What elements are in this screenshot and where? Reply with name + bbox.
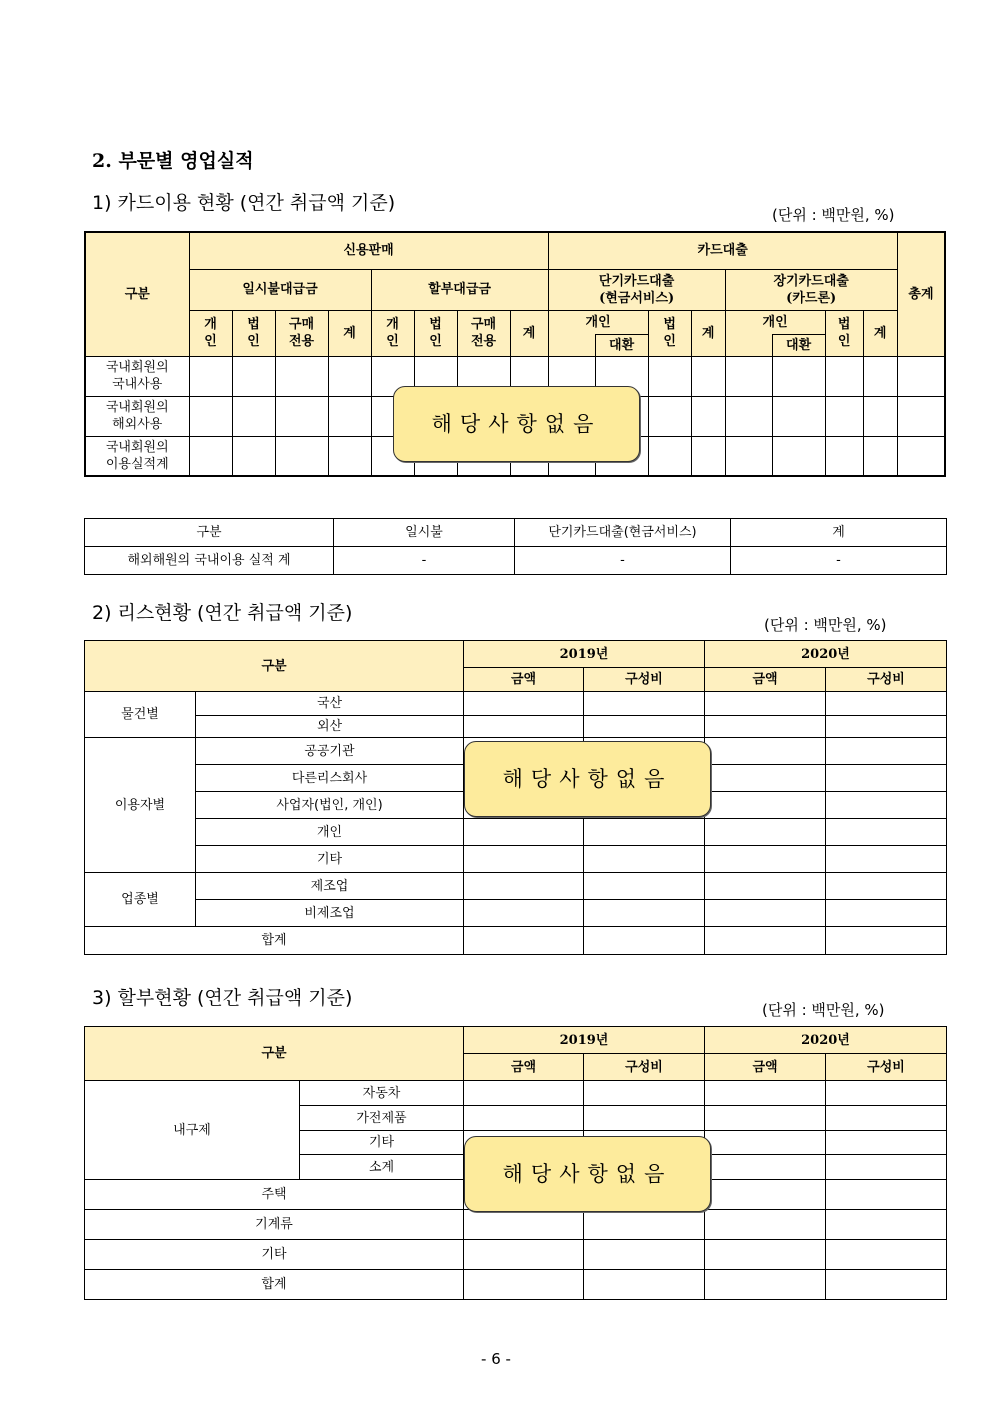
row-label: 기계류 [85,1210,464,1240]
group-label: 물건별 [85,692,196,738]
no-result-badge: 해당사항없음 [464,1136,711,1212]
group-label: 내구제 [85,1081,300,1180]
ratio-header: 구성비 [826,668,947,692]
row-label: 가전제품 [300,1106,464,1131]
sum-header: 계 [328,310,371,356]
year-header: 2020년 [705,641,947,668]
ratio-header: 구성비 [584,668,705,692]
cell-value: - [334,547,515,575]
row-label: 공공기관 [196,738,464,765]
row-label: 기타 [300,1131,464,1155]
gubun-header: 구분 [85,1027,464,1081]
installment-title: 3) 할부현황 (연간 취급액 기준) [92,987,353,1009]
corp-header: 법 인 [648,310,691,356]
year-header: 2019년 [464,641,705,668]
personal-header: 개 인 [189,310,232,356]
total-label: 합계 [85,927,464,955]
amount-header: 금액 [464,1054,584,1081]
overseas-member-table [84,518,947,575]
sum-header: 계 [691,310,725,356]
row-label: 국내회원의 국내사용 [85,356,189,396]
sum-header: 계 [510,310,548,356]
row-label: 다른리스회사 [196,765,464,792]
row-label: 기타 [196,846,464,873]
ratio-header: 구성비 [584,1054,705,1081]
year-header: 2019년 [464,1027,705,1054]
cell-value: - [731,547,947,575]
total-label: 합계 [85,1270,464,1300]
corp-header: 법 인 [232,310,275,356]
sum-header: 계 [863,310,897,356]
row-label: 해외해원의 국내이용 실적 계 [85,547,334,575]
amount-header: 금액 [705,668,826,692]
row-label: 자동차 [300,1081,464,1106]
group-label: 업종별 [85,873,196,927]
row-label: 주택 [85,1180,464,1210]
credit-sales-header: 신용판매 [189,232,548,269]
amount-header: 금액 [705,1054,826,1081]
group-label: 이용자별 [85,738,196,873]
row-label: 비제조업 [196,900,464,927]
lease-title: 2) 리스현황 (연간 취급액 기준) [92,602,353,624]
row-label: 외산 [196,716,464,738]
lump-sum-header: 일시불대급금 [189,269,371,310]
col-header: 단기카드대출(현금서비스) [515,519,731,547]
gubun-header: 구분 [85,641,464,692]
row-label: 기타 [85,1240,464,1270]
personal-header: 개 인 [371,310,414,356]
corp-header: 법 인 [414,310,457,356]
card-usage-title: 1) 카드이용 현황 (연간 취급액 기준) [92,192,396,214]
purchase-header: 구매 전용 [275,310,328,356]
refinance-header: 대환 [772,334,825,356]
year-header: 2020년 [705,1027,947,1054]
page-number: - 6 - [481,1350,511,1368]
installment-header: 할부대급금 [371,269,548,310]
row-label: 개인 [196,819,464,846]
long-loan-header: 장기카드대출 (카드론) [725,269,897,310]
col-header: 구분 [85,519,334,547]
no-result-badge: 해당사항없음 [464,741,711,817]
row-label: 제조업 [196,873,464,900]
amount-header: 금액 [464,668,584,692]
total-header: 총계 [897,232,945,356]
card-loan-header: 카드대출 [548,232,897,269]
installment-unit: (단위 : 백만원, %) [762,1001,885,1019]
cell-value: - [515,547,731,575]
purchase-header: 구매 전용 [457,310,510,356]
card-usage-unit: (단위 : 백만원, %) [772,206,895,224]
row-label: 사업자(법인, 개인) [196,792,464,819]
corp-header: 법 인 [825,310,863,356]
col-header: 일시불 [334,519,515,547]
col-header: 계 [731,519,947,547]
personal-header: 개인 [548,310,648,334]
lease-unit: (단위 : 백만원, %) [764,616,887,634]
row-label: 국내회원의 해외사용 [85,396,189,436]
no-result-badge: 해당사항없음 [393,386,640,462]
row-label: 국산 [196,692,464,716]
ratio-header: 구성비 [826,1054,947,1081]
short-loan-header: 단기카드대출 (현금서비스) [548,269,725,310]
personal-header: 개인 [725,310,825,334]
row-label: 국내회원의 이용실적계 [85,436,189,476]
gubun-header: 구분 [85,232,189,356]
section-heading: 2. 부문별 영업실적 [92,150,254,172]
refinance-header: 대환 [595,334,648,356]
row-label: 소계 [300,1155,464,1180]
